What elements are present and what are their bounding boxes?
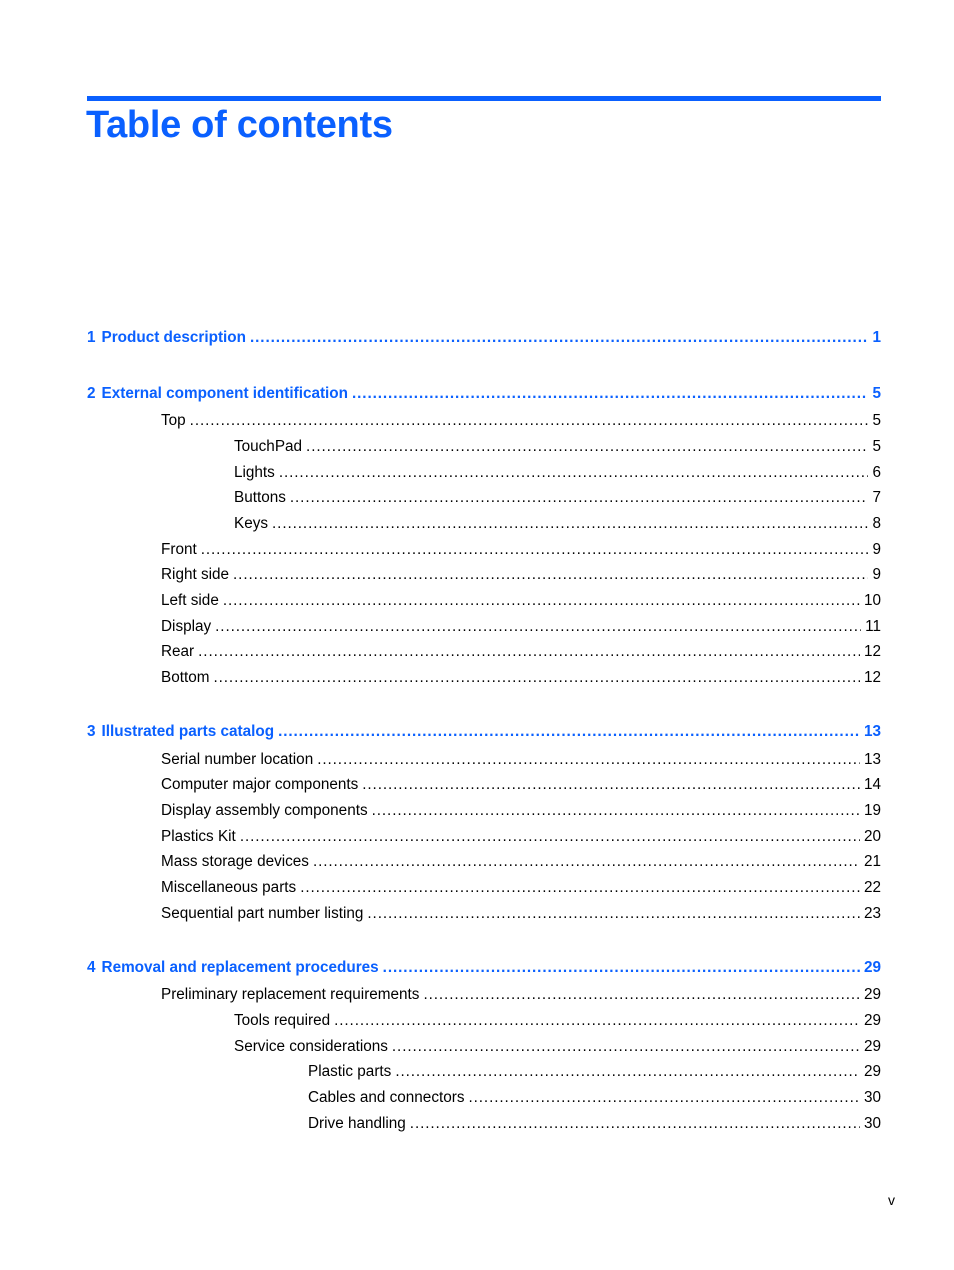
entry-page-number: 11 xyxy=(865,618,881,635)
entry-page-number: 29 xyxy=(863,1012,881,1029)
entry-label: Service considerations xyxy=(234,1038,388,1055)
page-folio: v xyxy=(888,1192,895,1208)
entry-label: Removal and replacement procedures xyxy=(101,959,379,976)
dot-leader xyxy=(278,722,860,742)
toc-chapter-entry[interactable] xyxy=(87,328,881,348)
dot-leader xyxy=(240,827,860,847)
entry-label: External component identification xyxy=(101,385,348,402)
dot-leader xyxy=(190,411,869,431)
toc-section-entry[interactable] xyxy=(161,668,881,688)
entry-page-number: 29 xyxy=(863,1063,881,1080)
entry-page-number: 13 xyxy=(863,723,881,740)
dot-leader xyxy=(198,642,860,662)
entry-page-number: 22 xyxy=(863,879,881,896)
entry-page-number: 13 xyxy=(863,751,881,768)
entry-label: Right side xyxy=(161,566,230,583)
dot-leader xyxy=(372,801,860,821)
toc-section-entry[interactable] xyxy=(161,775,881,795)
entry-label: Mass storage devices xyxy=(161,853,309,870)
entry-page-number: 10 xyxy=(863,592,881,609)
entry-label: Miscellaneous parts xyxy=(161,879,297,896)
dot-leader xyxy=(423,985,860,1005)
dot-leader xyxy=(215,617,861,637)
toc-section-entry[interactable] xyxy=(161,878,881,898)
toc-section-entry[interactable] xyxy=(161,540,881,560)
toc-section-entry[interactable] xyxy=(161,904,881,924)
entry-label: Display assembly components xyxy=(161,802,368,819)
entry-page-number: 5 xyxy=(872,385,881,402)
entry-page-number: 12 xyxy=(863,669,881,686)
entry-label: Rear xyxy=(161,643,195,660)
entry-label: Sequential part number listing xyxy=(161,905,364,922)
dot-leader xyxy=(334,1011,860,1031)
dot-leader xyxy=(272,514,868,534)
toc-subsubsection-entry[interactable] xyxy=(308,1114,881,1134)
toc-subsection-entry[interactable] xyxy=(234,463,881,483)
entry-page-number: 19 xyxy=(863,802,881,819)
toc-subsubsection-entry[interactable] xyxy=(308,1088,881,1108)
entry-label: Drive handling xyxy=(308,1115,406,1132)
entry-label: Computer major components xyxy=(161,776,359,793)
entry-page-number: 30 xyxy=(863,1115,881,1132)
toc-section-entry[interactable] xyxy=(161,565,881,585)
entry-page-number: 9 xyxy=(872,541,881,558)
entry-page-number: 29 xyxy=(863,1038,881,1055)
toc-subsection-entry[interactable] xyxy=(234,437,881,457)
toc-subsection-entry[interactable] xyxy=(234,1011,881,1031)
toc-chapter-entry[interactable] xyxy=(87,958,881,978)
entry-page-number: 29 xyxy=(863,986,881,1003)
entry-label: Cables and connectors xyxy=(308,1089,465,1106)
entry-label: Bottom xyxy=(161,669,210,686)
entry-page-number: 23 xyxy=(863,905,881,922)
entry-page-number: 7 xyxy=(872,489,881,506)
entry-label: Display xyxy=(161,618,212,635)
entry-page-number: 6 xyxy=(872,464,881,481)
entry-label: Product description xyxy=(101,329,246,346)
toc-section-entry[interactable] xyxy=(161,591,881,611)
dot-leader xyxy=(395,1062,860,1082)
dot-leader xyxy=(213,668,860,688)
dot-leader xyxy=(313,852,860,872)
entry-label: Front xyxy=(161,541,197,558)
dot-leader xyxy=(300,878,860,898)
toc-section-entry[interactable] xyxy=(161,411,881,431)
entry-page-number: 5 xyxy=(872,412,881,429)
entry-page-number: 29 xyxy=(863,959,881,976)
toc-chapter-entry[interactable] xyxy=(87,384,881,404)
entry-page-number: 20 xyxy=(863,828,881,845)
entry-label: TouchPad xyxy=(234,438,303,455)
toc-section-entry[interactable] xyxy=(161,852,881,872)
dot-leader xyxy=(223,591,860,611)
entry-page-number: 12 xyxy=(863,643,881,660)
chapter-number: 4 xyxy=(87,959,96,976)
toc-section-entry[interactable] xyxy=(161,801,881,821)
dot-leader xyxy=(290,488,869,508)
entry-page-number: 1 xyxy=(872,329,881,346)
entry-label: Lights xyxy=(234,464,275,481)
toc-section-entry[interactable] xyxy=(161,642,881,662)
dot-leader xyxy=(410,1114,860,1134)
dot-leader xyxy=(362,775,860,795)
toc-section-entry[interactable] xyxy=(161,827,881,847)
toc-subsection-entry[interactable] xyxy=(234,1037,881,1057)
entry-label: Preliminary replacement requirements xyxy=(161,986,420,1003)
dot-leader xyxy=(392,1037,860,1057)
dot-leader xyxy=(306,437,868,457)
entry-label: Plastics Kit xyxy=(161,828,236,845)
dot-leader xyxy=(468,1088,860,1108)
entry-page-number: 14 xyxy=(863,776,881,793)
dot-leader xyxy=(367,904,860,924)
entry-page-number: 5 xyxy=(872,438,881,455)
entry-label: Left side xyxy=(161,592,219,609)
entry-page-number: 30 xyxy=(863,1089,881,1106)
chapter-number: 1 xyxy=(87,329,96,346)
toc-section-entry[interactable] xyxy=(161,617,881,637)
page-title: Table of contents xyxy=(86,104,393,146)
dot-leader xyxy=(250,328,868,348)
toc-section-entry[interactable] xyxy=(161,750,881,770)
chapter-number: 3 xyxy=(87,723,96,740)
toc-subsubsection-entry[interactable] xyxy=(308,1062,881,1082)
entry-label: Tools required xyxy=(234,1012,331,1029)
entry-label: Plastic parts xyxy=(308,1063,392,1080)
entry-label: Buttons xyxy=(234,489,286,506)
entry-label: Keys xyxy=(234,515,269,532)
entry-page-number: 8 xyxy=(872,515,881,532)
entry-label: Top xyxy=(161,412,186,429)
toc-section-entry[interactable] xyxy=(161,985,881,1005)
dot-leader xyxy=(352,384,868,404)
entry-page-number: 9 xyxy=(872,566,881,583)
dot-leader xyxy=(383,958,860,978)
toc-subsection-entry[interactable] xyxy=(234,514,881,534)
dot-leader xyxy=(317,750,860,770)
dot-leader xyxy=(201,540,869,560)
entry-page-number: 21 xyxy=(863,853,881,870)
toc-chapter-entry[interactable] xyxy=(87,722,881,742)
entry-label: Illustrated parts catalog xyxy=(101,723,275,740)
dot-leader xyxy=(233,565,868,585)
entry-label: Serial number location xyxy=(161,751,314,768)
dot-leader xyxy=(279,463,869,483)
toc-subsection-entry[interactable] xyxy=(234,488,881,508)
chapter-number: 2 xyxy=(87,385,96,402)
